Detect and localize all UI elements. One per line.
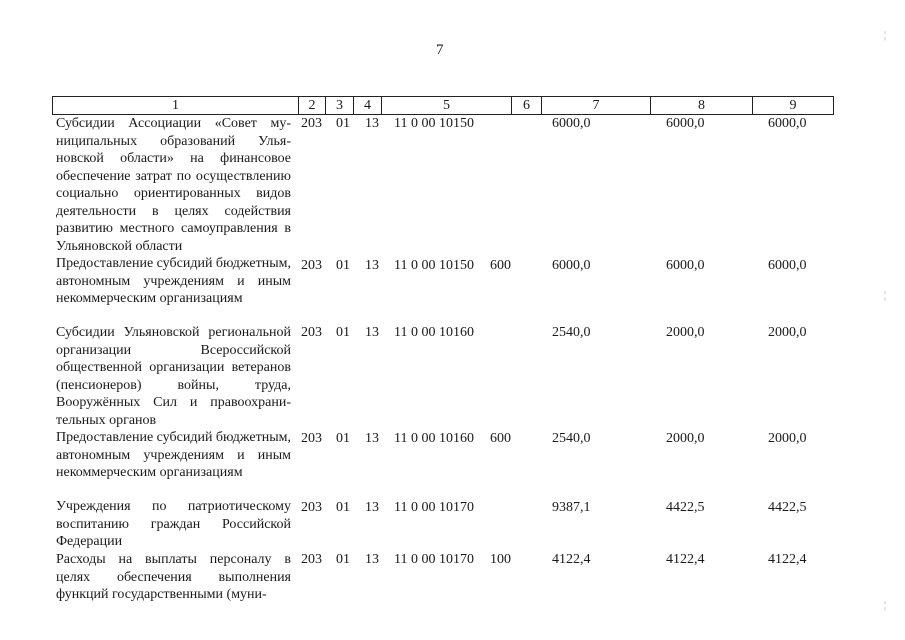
row-code-2: 203 xyxy=(301,258,322,273)
row-code-5: 11 0 00 10160 xyxy=(394,325,474,340)
row-value-9: 2000,0 xyxy=(768,325,807,340)
row-code-2: 203 xyxy=(301,552,322,567)
row-value-7: 4122,4 xyxy=(552,552,591,567)
page-number: 7 xyxy=(436,42,444,58)
column-header: 1 xyxy=(53,97,299,115)
column-header: 9 xyxy=(753,97,834,115)
row-code-3: 01 xyxy=(336,258,350,273)
row-code-6: 600 xyxy=(490,431,511,446)
column-header: 5 xyxy=(382,97,512,115)
row-code-5: 11 0 00 10170 xyxy=(394,552,474,567)
column-header: 3 xyxy=(326,97,354,115)
column-header: 6 xyxy=(512,97,542,115)
row-value-7: 2540,0 xyxy=(552,325,591,340)
row-value-9: 2000,0 xyxy=(768,431,807,446)
row-code-6: 100 xyxy=(490,552,511,567)
row-value-9: 4122,4 xyxy=(768,552,807,567)
row-value-8: 2000,0 xyxy=(666,431,705,446)
row-description: Предоставление субсидий бюджетным, автономным учреждениям и иным некоммерческим организациям xyxy=(56,430,292,480)
scan-mark: ¦ xyxy=(884,600,887,611)
row-description: Субсидии Ульяновской региональной организации Всероссийской общественной организации ветеранов (пенсионеров) войны, труда, Вооружённых Сил и правоохранительных органов xyxy=(56,325,291,428)
row-value-7: 2540,0 xyxy=(552,431,591,446)
row-code-5: 11 0 00 10160 xyxy=(394,431,474,446)
row-code-4: 13 xyxy=(365,431,379,446)
row-value-8: 4422,5 xyxy=(666,500,705,515)
column-header: 2 xyxy=(299,97,326,115)
row-code-3: 01 xyxy=(336,116,350,131)
column-header: 8 xyxy=(651,97,753,115)
row-value-9: 6000,0 xyxy=(768,116,807,131)
row-value-9: 6000,0 xyxy=(768,258,807,273)
row-code-2: 203 xyxy=(301,116,322,131)
row-code-4: 13 xyxy=(365,500,379,515)
row-code-2: 203 xyxy=(301,431,322,446)
row-code-5: 11 0 00 10150 xyxy=(394,258,474,273)
row-code-3: 01 xyxy=(336,325,350,340)
row-code-3: 01 xyxy=(336,500,350,515)
row-code-3: 01 xyxy=(336,431,350,446)
row-description: Субсидии Ассоциации «Совет муниципальных образований Ульяновской области» на финансовое обеспечение затрат по осуществлению социально ориентированных видов деятельности в целях содействия развитию местного самоуправления в Ульяновской области xyxy=(56,116,291,254)
row-code-4: 13 xyxy=(365,258,379,273)
row-value-8: 6000,0 xyxy=(666,258,705,273)
row-code-5: 11 0 00 10170 xyxy=(394,500,474,515)
scan-mark: ¦ xyxy=(884,30,887,41)
row-value-7: 9387,1 xyxy=(552,500,591,515)
row-code-4: 13 xyxy=(365,325,379,340)
row-description: Расходы на выплаты персоналу в целях обеспечения выполнения функций государственными (муни- xyxy=(56,552,291,602)
row-description: Предоставление субсидий бюджетным, автономным учреждениям и иным некоммерческим организациям xyxy=(56,256,292,306)
row-value-8: 6000,0 xyxy=(666,116,705,131)
row-code-5: 11 0 00 10150 xyxy=(394,116,474,131)
row-code-3: 01 xyxy=(336,552,350,567)
row-code-4: 13 xyxy=(365,116,379,131)
column-header: 4 xyxy=(354,97,382,115)
row-description: Учреждения по патриотическому воспитанию граждан Российской Федерации xyxy=(56,499,291,549)
row-value-7: 6000,0 xyxy=(552,116,591,131)
row-code-6: 600 xyxy=(490,258,511,273)
scan-mark: ¦ xyxy=(884,290,887,301)
row-value-8: 4122,4 xyxy=(666,552,705,567)
row-code-2: 203 xyxy=(301,500,322,515)
column-header: 7 xyxy=(542,97,651,115)
row-code-4: 13 xyxy=(365,552,379,567)
row-value-9: 4422,5 xyxy=(768,500,807,515)
row-value-8: 2000,0 xyxy=(666,325,705,340)
row-value-7: 6000,0 xyxy=(552,258,591,273)
column-header-row xyxy=(52,96,834,115)
row-code-2: 203 xyxy=(301,325,322,340)
